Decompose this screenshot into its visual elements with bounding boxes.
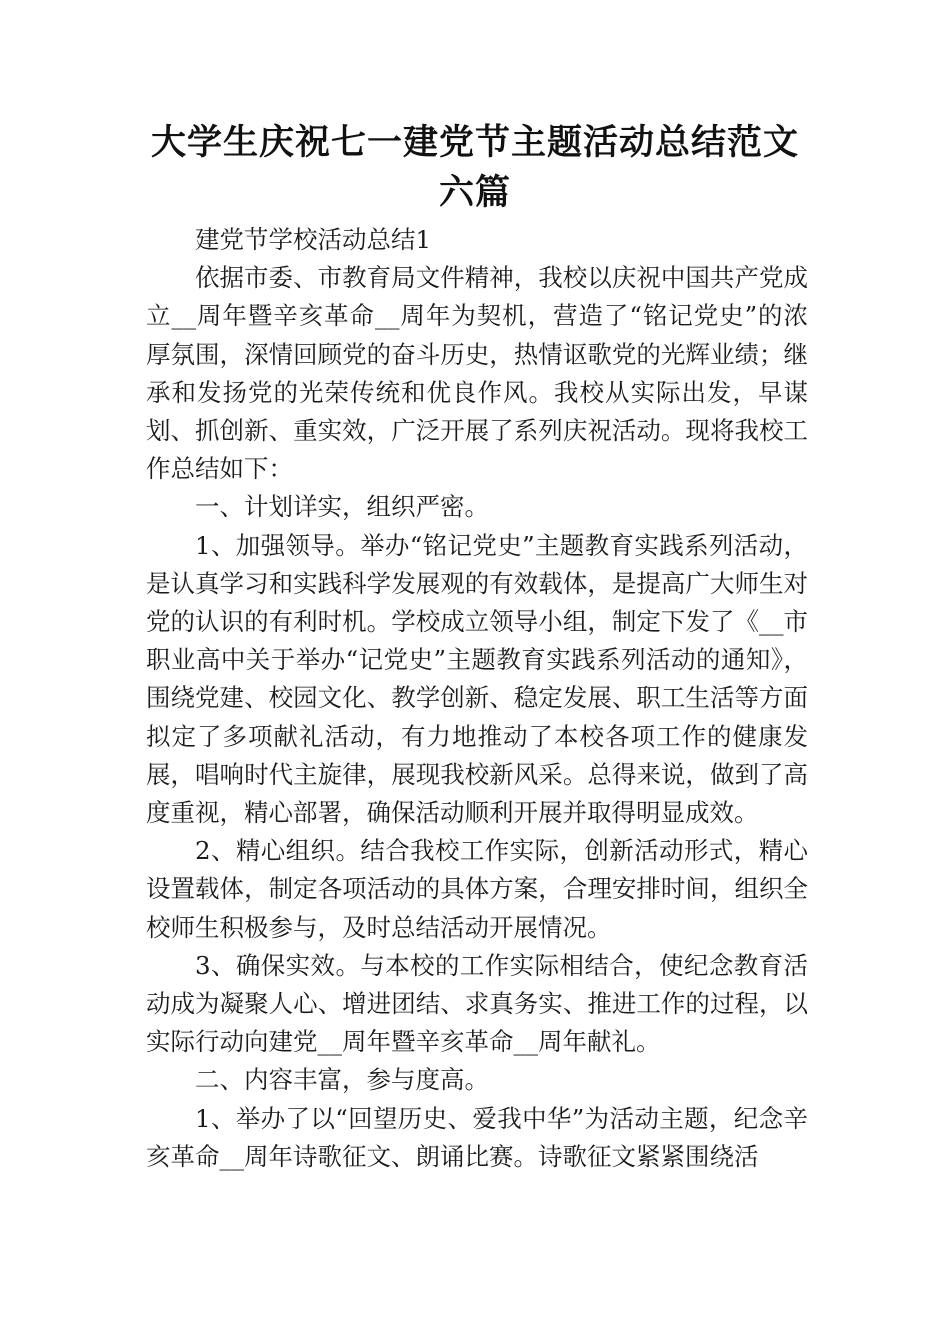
document-body xyxy=(146,221,808,1176)
paragraph: 1、加强领导。举办“铭记党史”主题教育实践系列活动，是认真学习和实践科学发展观的有效载体，是提高广大师生对党的认识的有利时机。学校成立领导小组，制定下发了《__市职业高中关于举办“记党史”主题教育实践系列活动的通知》，围绕党建、校园文化、教学创新、稳定发展、职工生活等方面拟定了多项献礼活动，有力地推动了本校各项工作的健康发展，唱响时代主旋律，展现我校新风采。总得来说，做到了高度重视，精心部署，确保活动顺利开展并取得明显成效。 xyxy=(146,530,808,828)
document-title: 大学生庆祝七一建党节主题活动总结范文六篇 xyxy=(150,123,799,213)
section-heading: 建党节学校活动总结1 xyxy=(195,225,432,254)
paragraph: 1、举办了以“回望历史、爱我中华”为活动主题，纪念辛亥革命__周年诗歌征文、朗诵比赛。诗歌征文紧紧围绕活 xyxy=(146,1103,808,1171)
paragraph: 依据市委、市教育局文件精神，我校以庆祝中国共产党成立__周年暨辛亥革命__周年为契机，营造了“铭记党史”的浓厚氛围，深情回顾党的奋斗历史，热情讴歌党的光辉业绩；继承和发扬党的光荣传统和优良作风。我校从实际出发，早谋划、抓创新、重实效，广泛开展了系列庆祝活动。现将我校工作总结如下： xyxy=(146,263,808,484)
paragraph: 2、精心组织。结合我校工作实际，创新活动形式，精心设置载体，制定各项活动的具体方案，合理安排时间，组织全校师生积极参与，及时总结活动开展情况。 xyxy=(146,836,808,942)
subheading: 一、计划详实，组织严密。 xyxy=(195,492,489,522)
paragraph: 3、确保实效。与本校的工作实际相结合，使纪念教育活动成为凝聚人心、增进团结、求真务实、推进工作的过程，以实际行动向建党__周年暨辛亥革命__周年献礼。 xyxy=(146,950,808,1057)
subheading: 二、内容丰富，参与度高。 xyxy=(195,1065,489,1095)
